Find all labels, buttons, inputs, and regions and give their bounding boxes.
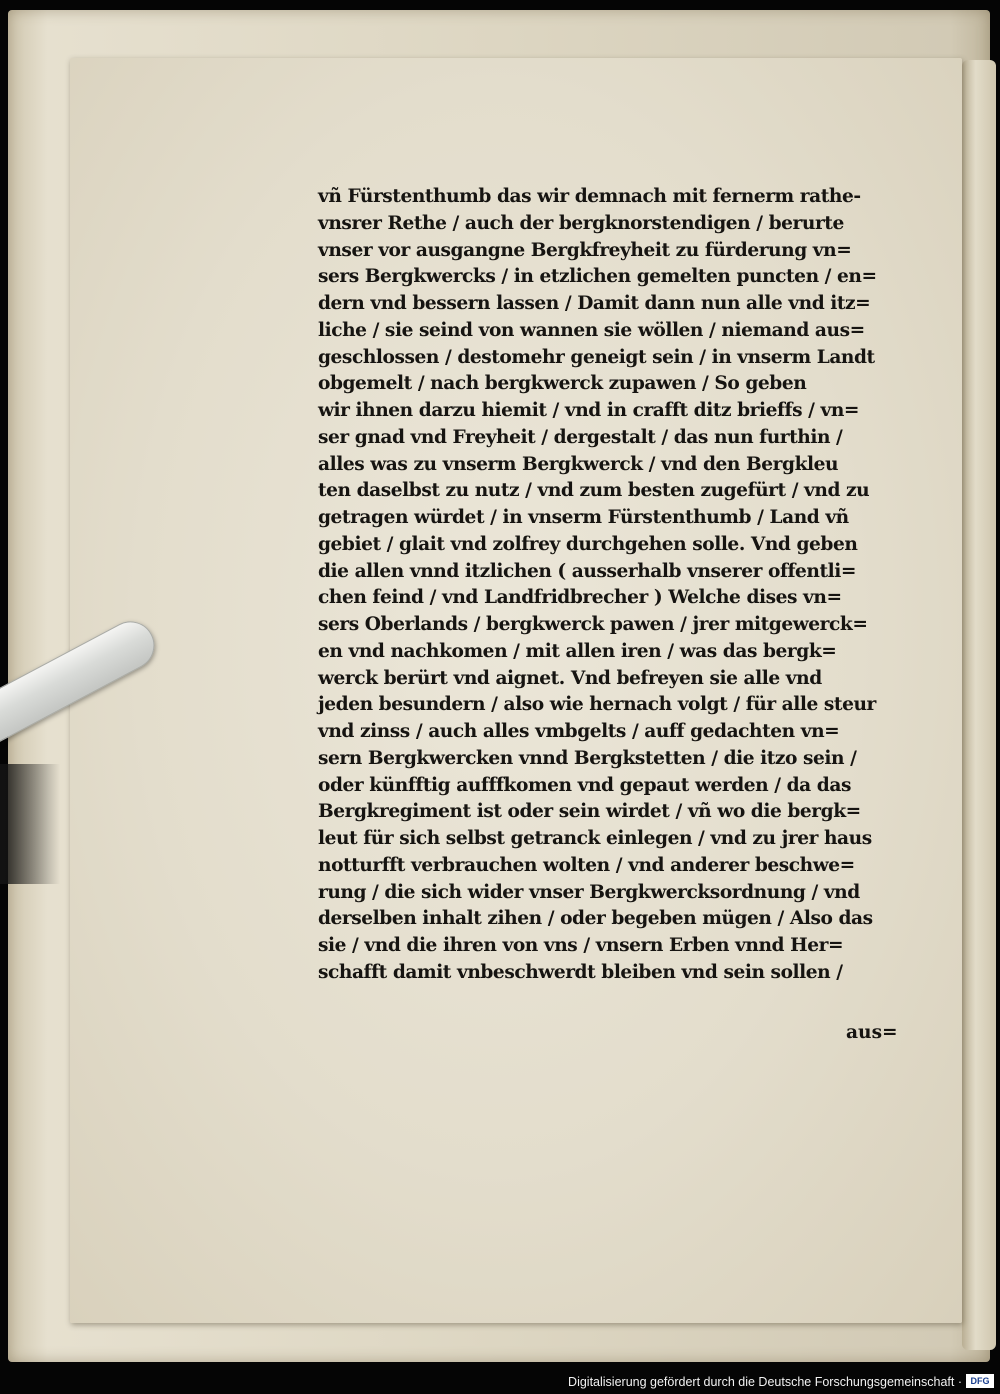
text-line: liche / sie seind von wannen sie wöllen / niemand aus= (318, 319, 865, 341)
text-line: ten daselbst zu nutz / vnd zum besten zugefürt / vnd zu (318, 480, 870, 502)
text-line: sers Oberlands / bergkwerck pawen / jrer mitgewerck= (318, 614, 868, 635)
text-line: sie / vnd die ihren von vns / vnsern Erben vnnd Her= (318, 935, 844, 956)
text-line: schafft damit vnbeschwerdt bleiben vnd sein sollen / (318, 961, 843, 983)
text-line: obgemelt / nach bergkwerck zupawen / So geben (318, 373, 807, 395)
text-line: dern vnd bessern lassen / Damit dann nun alle vnd itz= (318, 293, 871, 314)
text-line: sers Bergkwercks / in etzlichen gemelten puncten / en= (318, 266, 877, 288)
binding-edge (962, 60, 996, 1350)
blackletter-text-block (318, 184, 914, 987)
text-line: gebiet / glait vnd zolfrey durchgehen solle. Vnd geben (318, 533, 858, 555)
text-line: ser gnad vnd Freyheit / dergestalt / das nun furthin / (318, 426, 843, 448)
clip-shadow (0, 764, 60, 884)
text-line: derselben inhalt zihen / oder begeben mügen / Also das (318, 908, 873, 930)
text-line: sern Bergkwercken vnnd Bergkstetten / die itzo sein / (318, 747, 857, 769)
text-line: getragen würdet / in vnserm Fürstenthumb / Land vñ (318, 507, 849, 528)
text-line: geschlossen / destomehr geneigt sein / in vnserm Landt (318, 346, 875, 368)
text-line: oder künfftig aufffkomen vnd gepaut werden / da das (318, 774, 851, 796)
text-line: rung / die sich wider vnser Bergkwercksordnung / vnd (318, 881, 860, 903)
catchword: aus= (846, 1022, 898, 1043)
dfg-logo-icon: DFG (966, 1374, 994, 1388)
text-line: vnser vor ausgangne Bergkfreyheit zu fürderung vn= (318, 239, 852, 261)
text-line: Bergkregiment ist oder sein wirdet / vñ wo die bergk= (318, 801, 861, 823)
text-line: vnd zinss / auch alles vmbgelts / auff gedachten vn= (318, 721, 840, 742)
text-line: leut für sich selbst getranck einlegen / vnd zu jrer haus (318, 828, 872, 849)
text-line: en vnd nachkomen / mit allen iren / was das bergk= (318, 640, 837, 662)
text-line: wir ihnen darzu hiemit / vnd in crafft ditz brieffs / vn= (318, 400, 860, 421)
text-line: notturfft verbrauchen wolten / vnd anderer beschwe= (318, 854, 855, 876)
text-line: jeden besundern / also wie hernach volgt / für alle steur (318, 694, 876, 716)
text-line: chen feind / vnd Landfridbrecher ) Welche dises vn= (318, 587, 842, 609)
text-line: alles was zu vnserm Bergkwerck / vnd den Bergkleu (318, 453, 839, 475)
footer-credit: Digitalisierung gefördert durch die Deutsche Forschungsgemeinschaft · (568, 1375, 962, 1389)
text-line: vñ Fürstenthumb das wir demnach mit fernerm rathe- (318, 186, 861, 207)
text-line: vnsrer Rethe / auch der bergknorstendigen / berurte (318, 212, 844, 234)
text-line: die allen vnnd itzlichen ( ausserhalb vnserer offentli= (318, 560, 856, 582)
text-line: werck berürt vnd aignet. Vnd befreyen sie alle vnd (318, 667, 822, 689)
